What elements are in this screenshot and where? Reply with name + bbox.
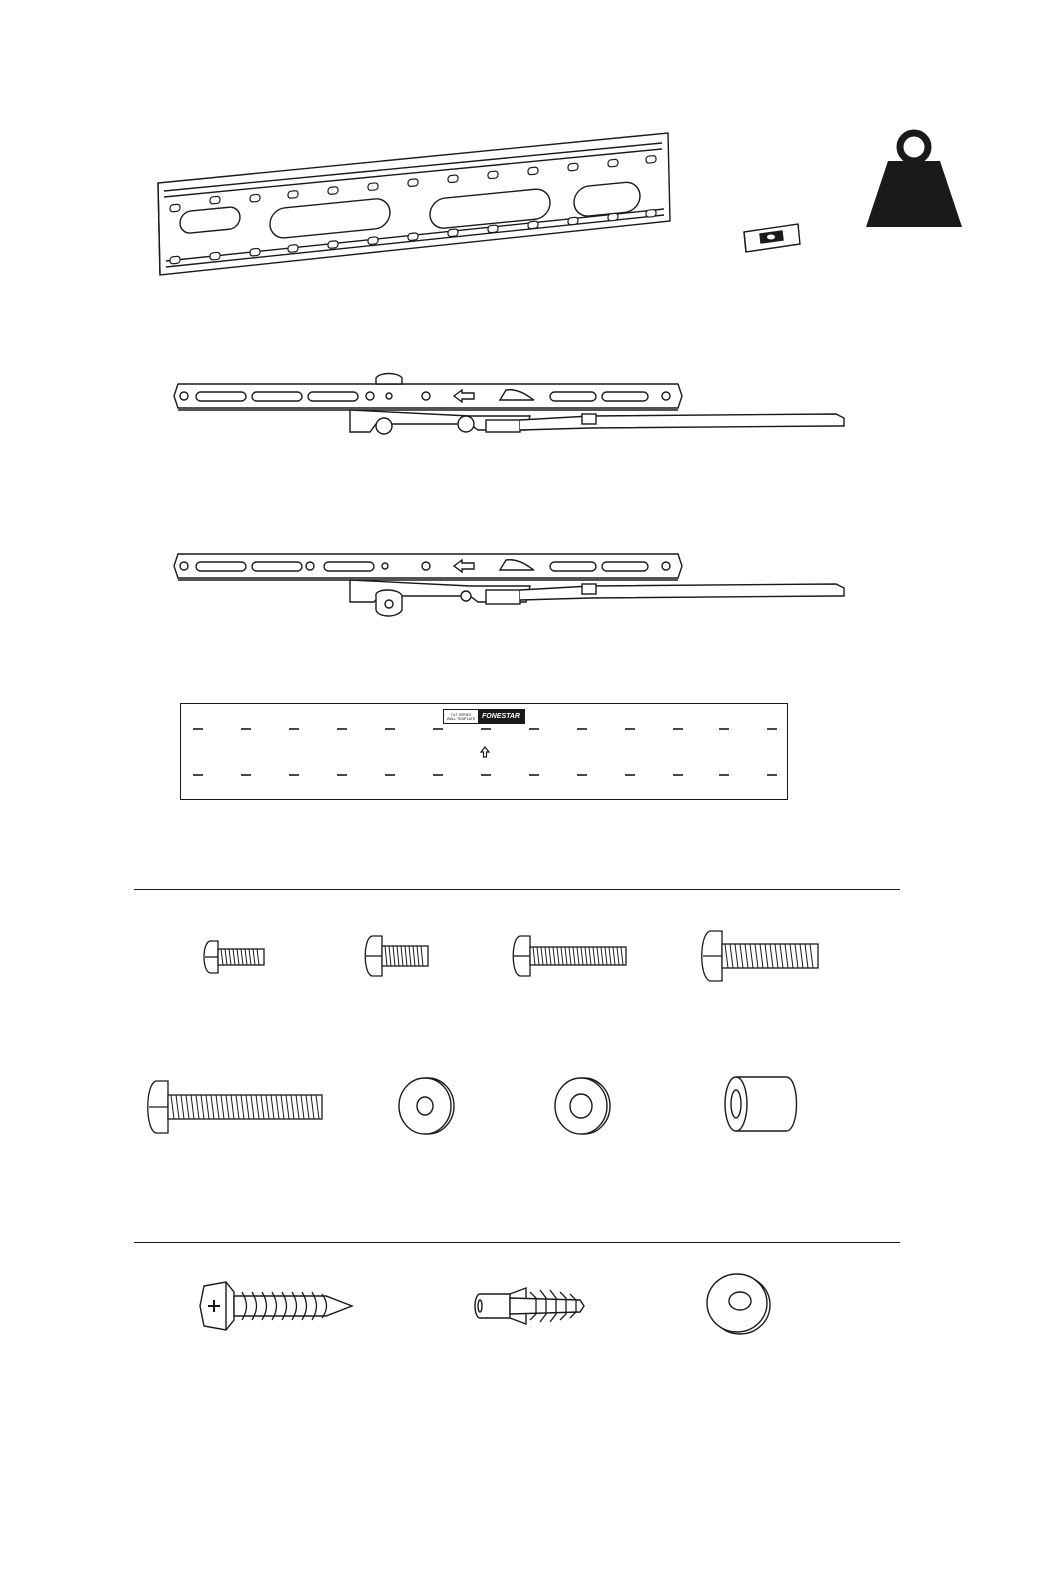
template-small-text-2: WALL TEMPLATE [446,716,476,721]
washer-large [552,1075,614,1137]
screw-m4x12 [200,935,270,979]
washer-small [396,1075,458,1137]
section-divider-1 [134,889,900,890]
wall-plate [150,125,690,285]
wall-template [180,703,788,800]
tv-arm-bracket-2 [170,540,860,630]
up-arrow-icon [481,747,489,757]
wall-washer [702,1272,774,1336]
screw-m6x30 [510,932,630,980]
template-slot-marks [181,704,789,801]
screw-m8x30 [698,928,824,984]
spacer-sleeve [720,1073,800,1135]
weight-icon [860,125,968,235]
lag-bolt [196,1278,358,1334]
section-divider-2 [134,1242,900,1243]
wall-anchor [470,1284,590,1328]
bubble-level-icon [738,218,806,258]
screw-m8x50 [144,1078,326,1136]
screw-m5x12 [362,932,434,980]
template-small-text: TILT SERIES [450,712,472,717]
tv-arm-bracket-1 [170,370,860,450]
template-brand: FONESTAR [478,710,524,723]
